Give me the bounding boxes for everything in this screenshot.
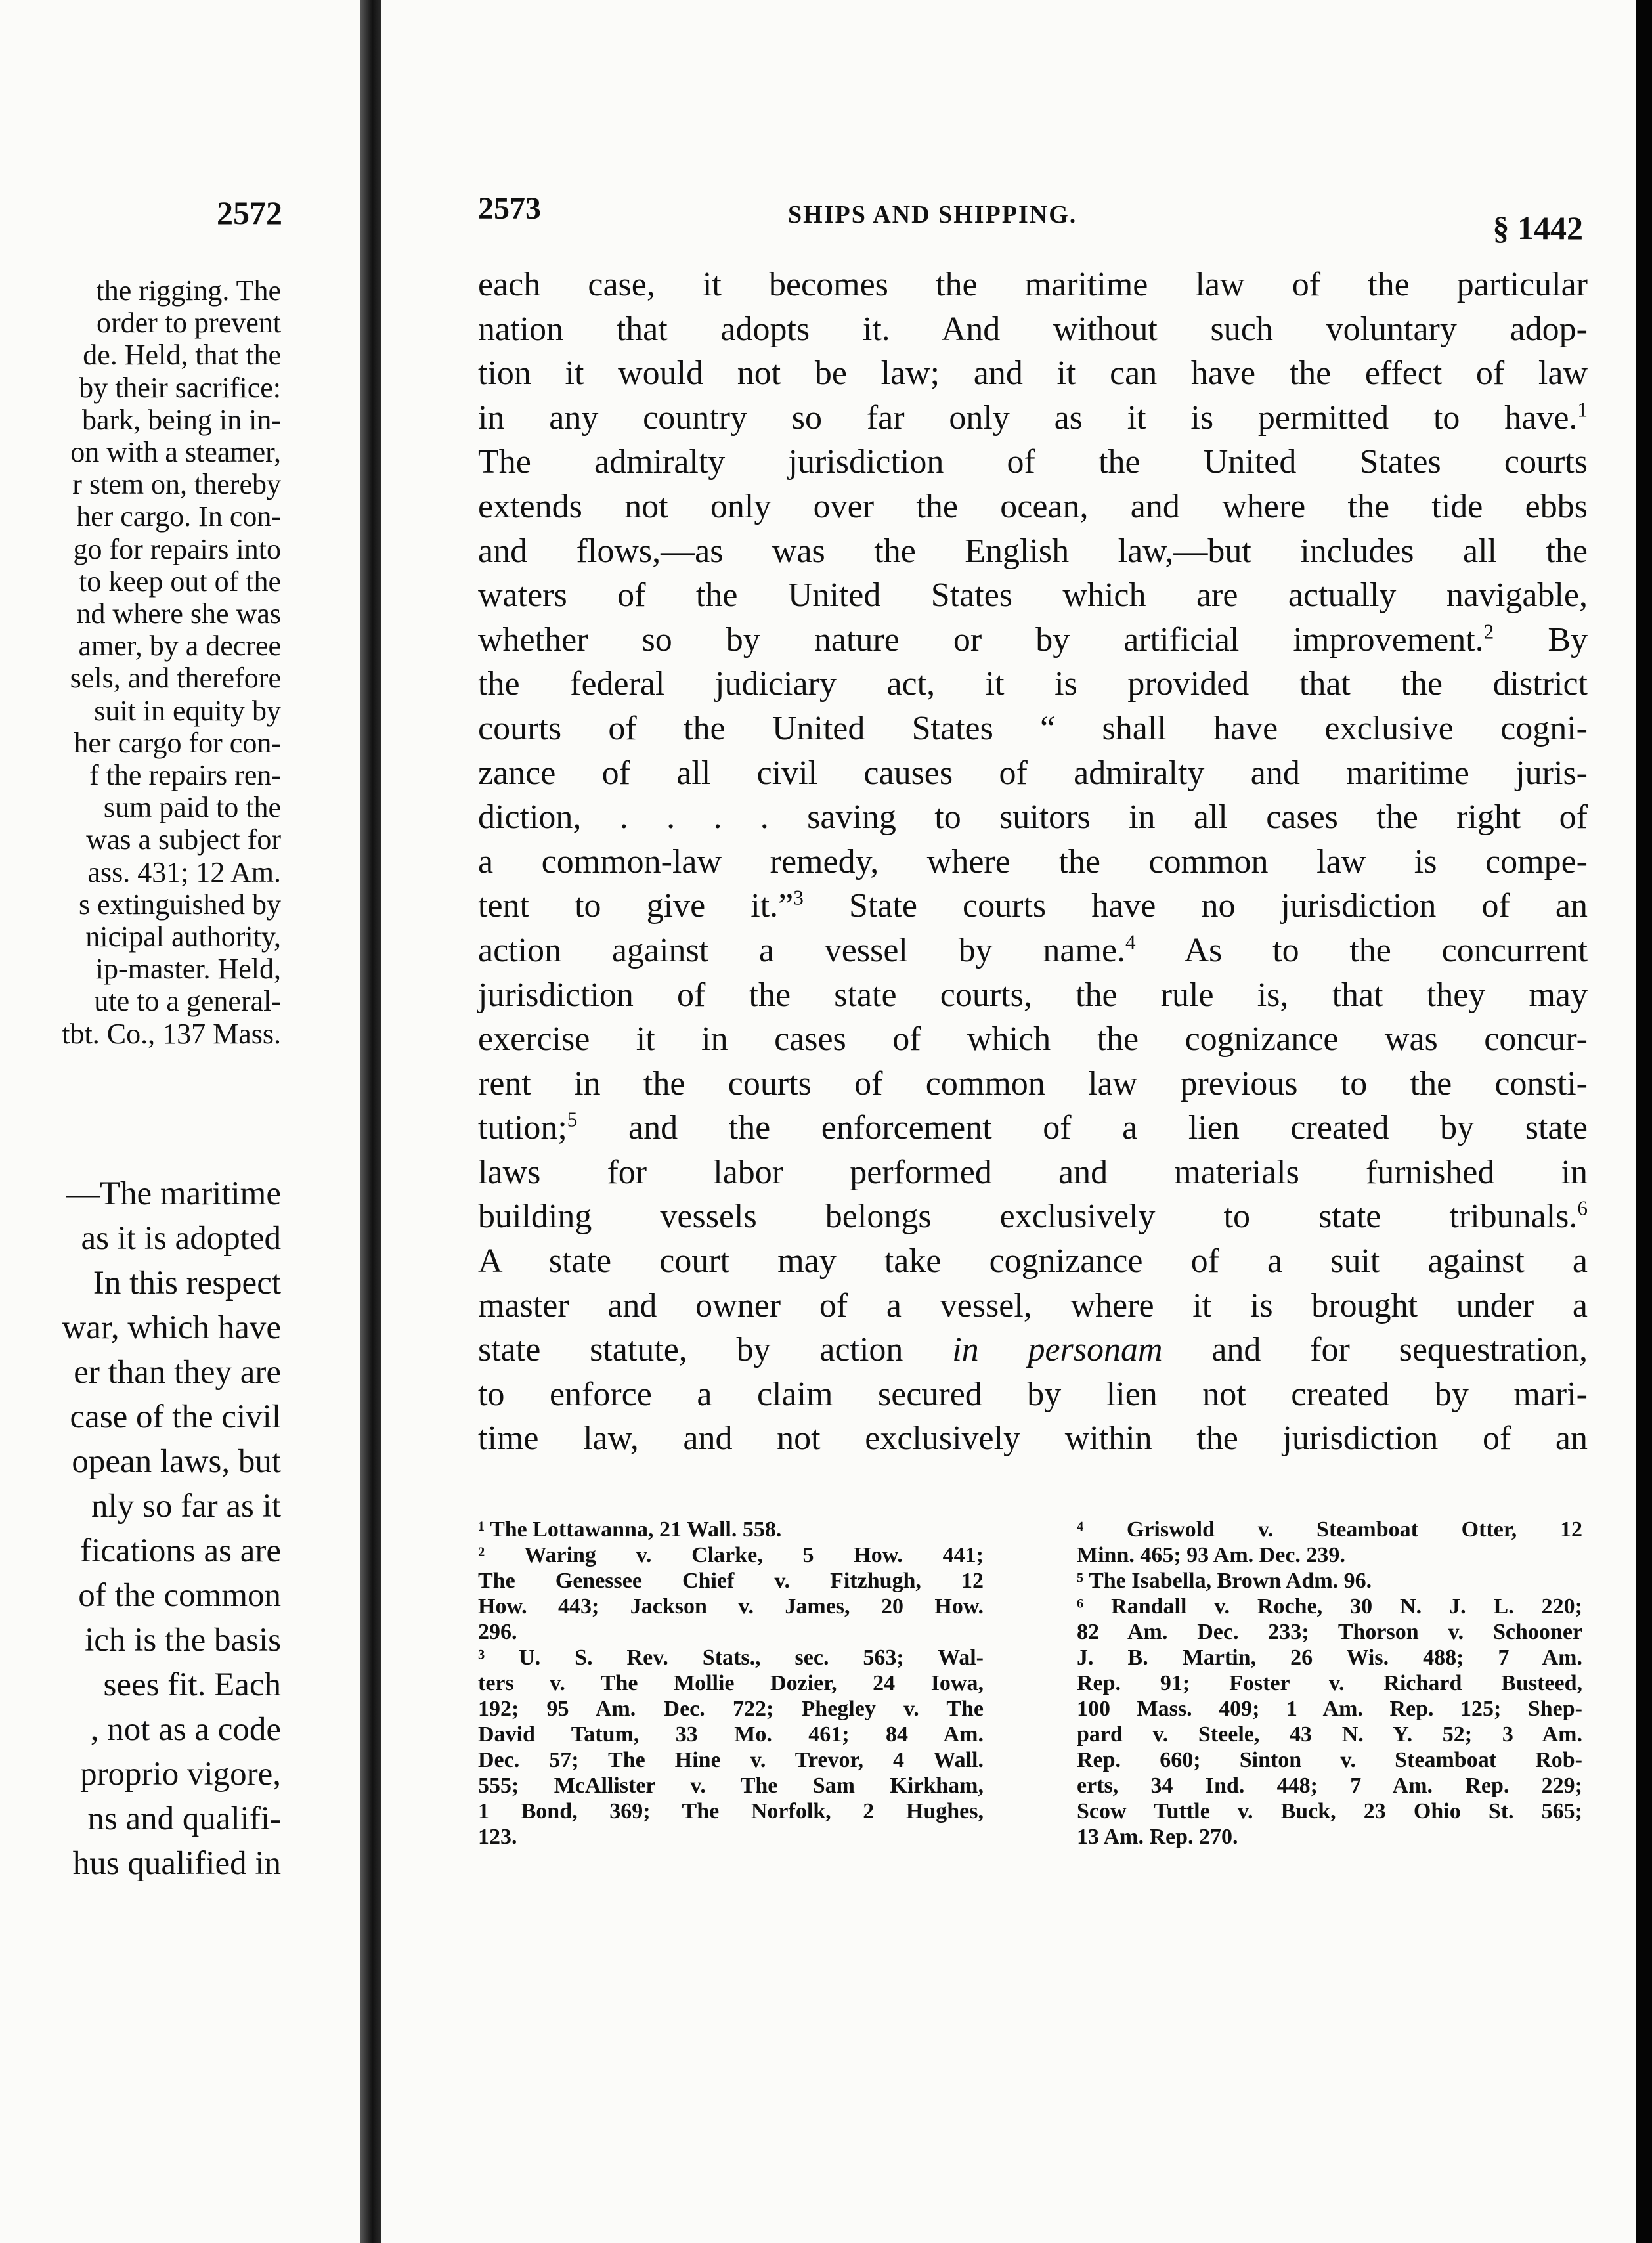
body-line: master and owner of a vessel, where it is brought under a <box>478 1286 1588 1324</box>
right-page-number: 2573 <box>478 191 541 226</box>
left-text-line: —The maritime <box>66 1175 281 1212</box>
body-line: in any country so far only as it is permitted to have.$^1$ <box>478 398 1588 437</box>
book-gutter <box>360 0 381 2243</box>
left-text-line: her cargo for con- <box>74 726 281 759</box>
body-line: tent to give it.”$^3$ State courts have no jurisdiction of an <box>478 886 1588 925</box>
page-edge <box>1636 0 1652 2243</box>
footnote-line: 192; 95 Am. Dec. 722; Phegley v. The <box>478 1697 984 1721</box>
left-text-line: ich is the basis <box>85 1622 281 1659</box>
body-line: the federal judiciary act, it is provided that the district <box>478 665 1588 703</box>
body-line: a common-law remedy, where the common law is compe- <box>478 842 1588 881</box>
footnote-ref: 2 <box>1483 620 1494 643</box>
footnote-line: 1 Bond, 369; The Norfolk, 2 Hughes, <box>478 1799 984 1823</box>
left-text-line: fications as are <box>80 1533 281 1569</box>
body-line: rent in the courts of common law previous to the consti- <box>478 1064 1588 1102</box>
left-text-line: the rigging. The <box>96 274 281 307</box>
footnote-line: ⁵ The Isabella, Brown Adm. 96. <box>1077 1569 1372 1593</box>
body-line: whether so by nature or by artificial improvement.$^2$ By <box>478 620 1588 659</box>
body-line: tion it would not be law; and it can have the effect of law <box>478 355 1588 393</box>
left-text-line: proprio vigore, <box>80 1756 281 1793</box>
footnote-line: erts, 34 Ind. 448; 7 Am. Rep. 229; <box>1077 1774 1582 1798</box>
body-line: A state court may take cognizance of a suit against a <box>478 1242 1588 1280</box>
left-text-line: amer, by a decree <box>78 630 281 663</box>
footnote-line: 555; McAllister v. The Sam Kirkham, <box>478 1774 984 1798</box>
left-text-line: on with a steamer, <box>70 436 281 468</box>
body-line: building vessels belongs exclusively to state tribunals.$^6$ <box>478 1197 1588 1236</box>
left-text-line: her cargo. In con- <box>76 500 281 533</box>
left-text-line: was a subject for <box>86 823 281 856</box>
footnote-line: ² Waring v. Clarke, 5 How. 441; <box>478 1543 984 1567</box>
body-line: waters of the United States which are actually navigable, <box>478 577 1588 615</box>
running-title: SHIPS AND SHIPPING. <box>788 201 1077 229</box>
left-text-line: , not as a code <box>90 1711 281 1748</box>
body-line: The admiralty jurisdiction of the United States courts <box>478 443 1588 481</box>
left-text-line: In this respect <box>93 1265 281 1301</box>
body-line: state statute, by action in personam and for sequestration, <box>478 1331 1588 1369</box>
left-text-line: ns and qualifi- <box>87 1800 281 1837</box>
footnote-line: The Genessee Chief v. Fitzhugh, 12 <box>478 1569 984 1593</box>
body-line: tution;$^5$ and the enforcement of a lien created by state <box>478 1108 1588 1147</box>
left-page-number: 2572 <box>217 194 282 231</box>
left-text-line: order to prevent <box>97 307 281 339</box>
footnote-ref: 4 <box>1125 930 1136 954</box>
left-text-line: ute to a general- <box>94 985 281 1018</box>
footnote-line: 13 Am. Rep. 270. <box>1077 1825 1238 1849</box>
italic-term: in personam <box>952 1331 1163 1369</box>
body-line: action against a vessel by name.$^4$ As to the concurrent <box>478 930 1588 969</box>
footnote-line: How. 443; Jackson v. James, 20 How. <box>478 1594 984 1619</box>
left-text-line: f the repairs ren- <box>89 759 281 791</box>
left-text-line: suit in equity by <box>94 694 281 727</box>
left-text-line: s extinguished by <box>79 888 281 921</box>
left-text-line: nicipal authority, <box>85 921 281 953</box>
footnote-line: Minn. 465; 93 Am. Dec. 239. <box>1077 1543 1345 1567</box>
footnote-line: 100 Mass. 409; 1 Am. Rep. 125; Shep- <box>1077 1697 1582 1721</box>
body-text <box>478 263 1588 1461</box>
footnote-line: J. B. Martin, 26 Wis. 488; 7 Am. <box>1077 1645 1582 1670</box>
left-text-line: tbt. Co., 137 Mass. <box>62 1017 281 1050</box>
left-text-line: case of the civil <box>70 1399 281 1435</box>
footnote-ref: 6 <box>1577 1197 1588 1221</box>
footnote-line: 123. <box>478 1825 517 1849</box>
body-line: and flows,—as was the English law,—but includes all the <box>478 532 1588 570</box>
body-line: jurisdiction of the state courts, the rule is, that they may <box>478 976 1588 1014</box>
body-line: nation that adopts it. And without such voluntary adop- <box>478 310 1588 348</box>
left-text-line: ip-master. Held, <box>95 953 281 986</box>
left-text-line: r stem on, thereby <box>72 468 281 501</box>
body-line: zance of all civil causes of admiralty and maritime juris- <box>478 754 1588 792</box>
body-line: diction, . . . . saving to suitors in all cases the right of <box>478 798 1588 837</box>
footnote-line: Dec. 57; The Hine v. Trevor, 4 Wall. <box>478 1748 984 1772</box>
body-line: to enforce a claim secured by lien not created by mari- <box>478 1375 1588 1413</box>
footnote-line: 296. <box>478 1620 517 1644</box>
left-text-line: bark, being in in- <box>81 403 281 436</box>
left-text-line: opean laws, but <box>72 1443 281 1480</box>
left-text-line: to keep out of the <box>79 565 281 598</box>
footnote-line: ⁶ Randall v. Roche, 30 N. J. L. 220; <box>1077 1594 1582 1619</box>
footnote-line: ³ U. S. Rev. Stats., sec. 563; Wal- <box>478 1645 984 1670</box>
body-line: time law, and not exclusively within the jurisdiction of an <box>478 1420 1588 1458</box>
left-text-line: as it is adopted <box>81 1220 281 1257</box>
footnote-line: ¹ The Lottawanna, 21 Wall. 558. <box>478 1517 782 1542</box>
footnote-ref: 3 <box>793 886 804 909</box>
footnote-ref: 5 <box>567 1108 578 1131</box>
footnote-line: ters v. The Mollie Dozier, 24 Iowa, <box>478 1671 984 1695</box>
footnote-line: ⁴ Griswold v. Steamboat Otter, 12 <box>1077 1517 1582 1542</box>
left-text-line: de. Held, that the <box>83 339 281 372</box>
footnote-ref: 1 <box>1577 398 1588 422</box>
section-number: § 1442 <box>1492 209 1583 246</box>
body-line: exercise it in cases of which the cognizance was concur- <box>478 1020 1588 1058</box>
footnotes-left-column <box>478 1517 984 1850</box>
left-page <box>0 0 360 2243</box>
left-text-line: of the common <box>78 1577 281 1614</box>
left-text-line: sels, and therefore <box>70 662 281 695</box>
left-text-line: hus qualified in <box>72 1845 281 1882</box>
left-text-line: ass. 431; 12 Am. <box>87 856 281 888</box>
footnotes-right-column <box>1077 1517 1582 1850</box>
left-text-line: go for repairs into <box>73 533 281 565</box>
left-text-line: nly so far as it <box>91 1488 281 1525</box>
body-line: courts of the United States “ shall have exclusive cogni- <box>478 709 1588 747</box>
left-text-line: er than they are <box>74 1354 281 1391</box>
footnote-line: 82 Am. Dec. 233; Thorson v. Schooner <box>1077 1620 1582 1644</box>
footnote-line: Rep. 660; Sinton v. Steamboat Rob- <box>1077 1748 1582 1772</box>
footnote-line: pard v. Steele, 43 N. Y. 52; 3 Am. <box>1077 1722 1582 1747</box>
left-text-line: by their sacrifice: <box>79 371 281 404</box>
left-text-line: war, which have <box>62 1309 281 1346</box>
left-text-line: sum paid to the <box>103 791 281 824</box>
footnote-line: Scow Tuttle v. Buck, 23 Ohio St. 565; <box>1077 1799 1582 1823</box>
footnote-line: David Tatum, 33 Mo. 461; 84 Am. <box>478 1722 984 1747</box>
body-line: laws for labor performed and materials furnished in <box>478 1153 1588 1191</box>
body-line: extends not only over the ocean, and where the tide ebbs <box>478 487 1588 525</box>
left-text-line: sees fit. Each <box>103 1666 281 1703</box>
footnote-line: Rep. 91; Foster v. Richard Busteed, <box>1077 1671 1582 1695</box>
body-line: each case, it becomes the maritime law of the particular <box>478 266 1588 303</box>
left-text-line: nd where she was <box>76 598 281 630</box>
right-page <box>381 0 1636 2243</box>
